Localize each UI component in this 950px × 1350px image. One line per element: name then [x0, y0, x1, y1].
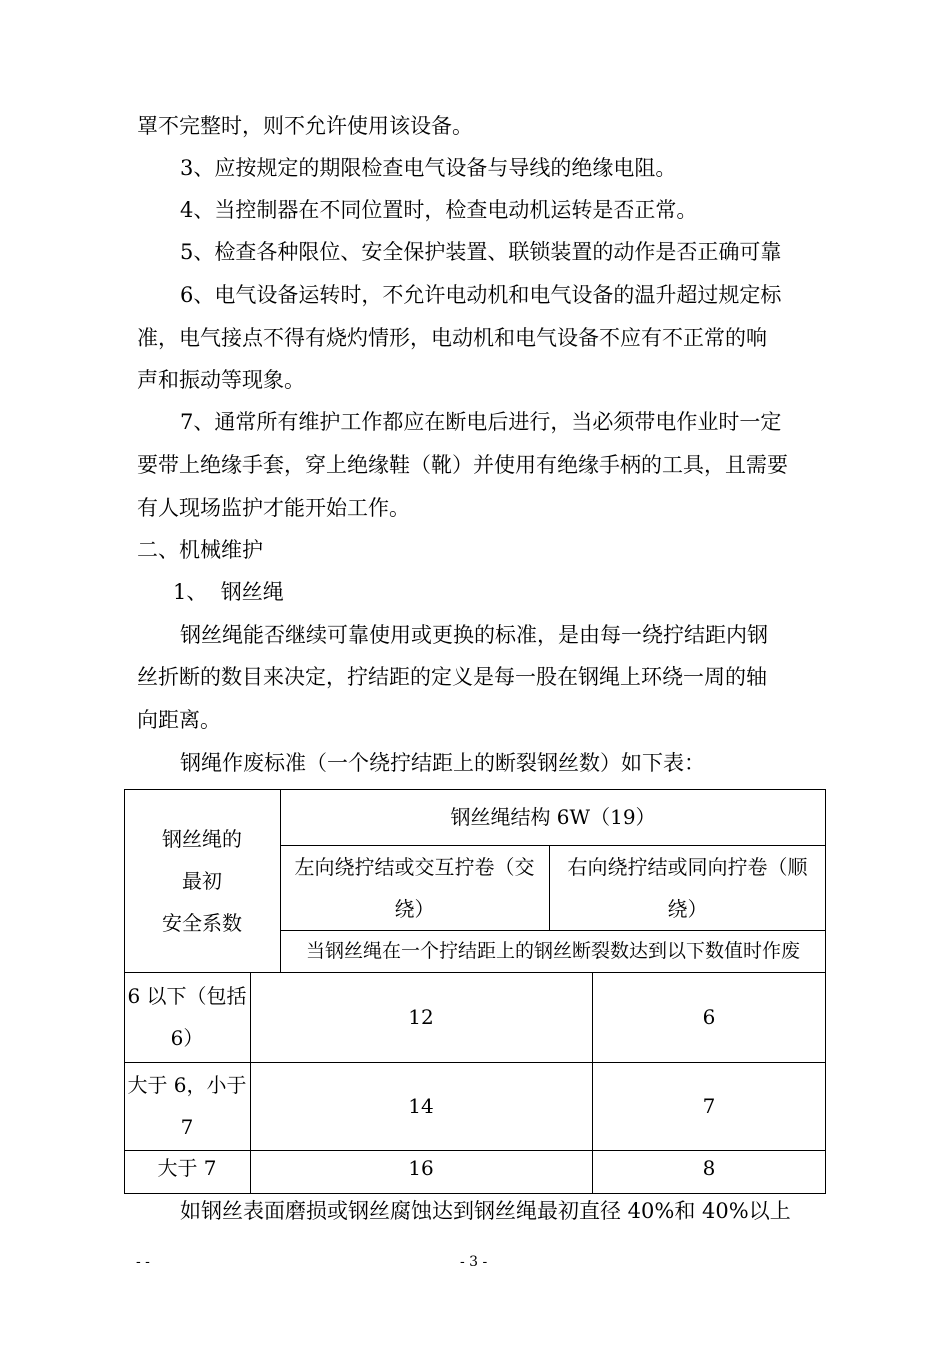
table-row-left-value: 12: [408, 1005, 434, 1029]
paragraph-line: 6、电气设备运转时，不允许电动机和电气设备的温升超过规定标: [180, 283, 782, 307]
paragraph-line: 要带上绝缘手套，穿上绝缘鞋（靴）并使用有绝缘手柄的工具，且需要: [137, 453, 788, 477]
table-row-factor: 6 以下（包括 6）: [127, 984, 247, 1050]
table-row-right-value: 7: [702, 1094, 716, 1118]
paragraph-line: 有人现场监护才能开始工作。: [137, 496, 410, 520]
table-row-right-value: 8: [702, 1155, 716, 1180]
paragraph-line: 3、应按规定的期限检查电气设备与导线的绝缘电阻。: [180, 156, 677, 180]
paragraph-line: 罩不完整时，则不允许使用该设备。: [137, 114, 473, 138]
subsection-heading: 1、 钢丝绳: [173, 580, 284, 604]
rope-structure-header: 钢丝绳结构 6W（19）: [450, 805, 656, 829]
table-row-right-value: 6: [702, 1005, 716, 1029]
safety-factor-header: 钢丝绳的 最初 安全系数: [162, 827, 242, 935]
table-row-left-value: 16: [408, 1155, 434, 1180]
paragraph-line: 丝折断的数目来决定，拧结距的定义是每一股在钢绳上环绕一周的轴: [137, 665, 767, 689]
paragraph-line: 钢丝绳能否继续可靠使用或更换的标准，是由每一绕拧结距内钢: [180, 623, 768, 647]
scrap-criteria-note: 当钢丝绳在一个拧结距上的钢丝断裂数达到以下数值时作废: [305, 940, 800, 962]
paragraph-line: 4、当控制器在不同位置时，检查电动机运转是否正常。: [180, 198, 698, 222]
paragraph-line: 5、检查各种限位、安全保护装置、联锁装置的动作是否正确可靠: [180, 240, 782, 264]
paragraph-line: 7、通常所有维护工作都应在断电后进行，当必须带电作业时一定: [180, 410, 782, 434]
paragraph-line: 向距离。: [137, 708, 221, 732]
section-heading: 二、机械维护: [137, 538, 263, 562]
paragraph-line: 声和振动等现象。: [137, 368, 305, 392]
table-caption: 钢绳作废标准（一个绕拧结距上的断裂钢丝数）如下表：: [180, 751, 705, 775]
paragraph-line: 准，电气接点不得有烧灼情形，电动机和电气设备不应有不正常的响: [137, 326, 767, 350]
left-twist-header: 左向绕拧结或交互拧卷（交 绕）: [294, 854, 535, 921]
table-row-factor: 大于 6，小于 7: [127, 1073, 247, 1139]
table-row-factor: 大于 7: [157, 1155, 217, 1180]
paragraph-line: 如钢丝表面磨损或钢丝腐蚀达到钢丝绳最初直径 40%和 40%以上: [180, 1199, 791, 1223]
page-number: - 3 -: [460, 1254, 488, 1270]
right-twist-header: 右向绕拧结或同向拧卷（顺 绕）: [567, 854, 808, 921]
footer-left-marker: - -: [136, 1254, 150, 1270]
table-row-left-value: 14: [408, 1094, 434, 1118]
